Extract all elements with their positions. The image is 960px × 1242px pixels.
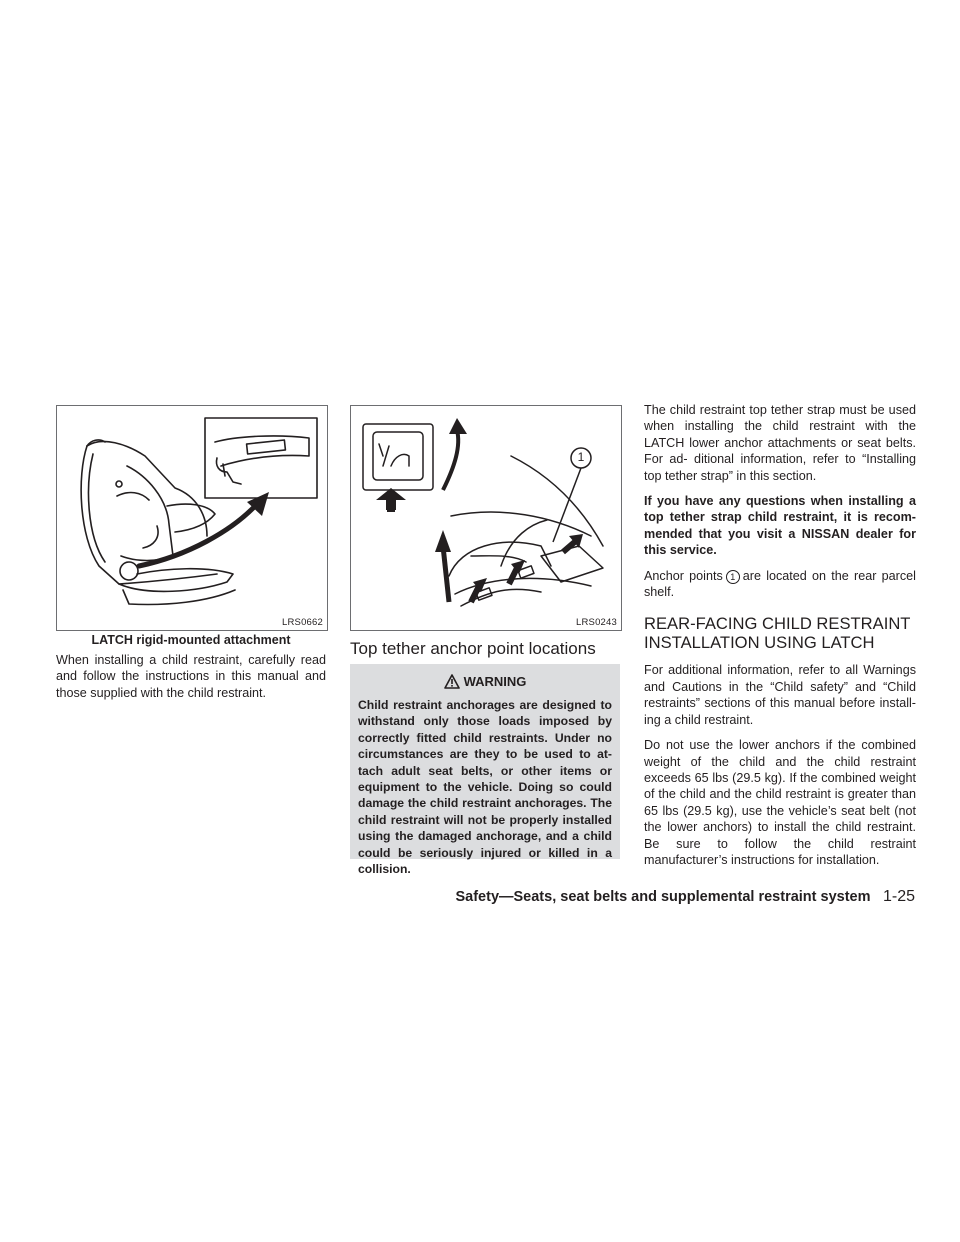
anchor-points-text: Anchor points <box>644 568 723 583</box>
left-paragraph: When installing a child restraint, carefully read and follow the instructions in this manual and those supplied with the child restraint. <box>56 653 326 700</box>
right-column <box>644 402 916 868</box>
rear-facing-heading-line2: INSTALLATION USING LATCH <box>644 633 875 653</box>
figure-caption: LATCH rigid-mounted attachment <box>91 633 291 647</box>
weight-limit-paragraph: Do not use the lower anchors if the combined weight of the child and the child restraint exceeds 65 lbs (29.5 kg). If the combined weight of the child and the child restraint is greater than 65 lbs (29.5 kg), use the vehicle’s seat belt (not the lower anchors) to install the child restraint. Be sure to follow the child restraint manufacturer’s instructions for installation. <box>644 738 916 867</box>
callout-number: 1 <box>577 450 585 464</box>
tether-requirement-paragraph: The child restraint top tether strap must be used when installing the child restraint with the LATCH lower anchor attachments or seat belts. For ad- ditional information, refer to “Installing top tether strap” in this section. <box>644 403 916 483</box>
warning-text: Child restraint anchorages are designed to withstand only those loads imposed by correctly fitted child restraints. Under no circumstances are they to be used to at- tach adult seat belts, or other items or equipment to the vehicle. Doing so could damage the child restraint anchorages. The child restraint will not be properly installed using the damaged anchorage, and a child could be seriously injured or killed in a collision. <box>358 698 612 877</box>
figure-code: LRS0243 <box>575 617 617 628</box>
warning-title <box>358 674 612 689</box>
anchor-marker: 1 <box>726 570 740 584</box>
warning-icon <box>444 674 460 689</box>
warning-box <box>350 664 620 877</box>
section-heading-top-tether: Top tether anchor point locations <box>350 639 596 658</box>
warning-label: WARNING <box>463 674 527 689</box>
rear-facing-heading-line1: REAR-FACING CHILD RESTRAINT <box>644 614 911 634</box>
figure-code: LRS0662 <box>281 617 323 628</box>
top-tether-figure <box>350 405 622 631</box>
child-seat-illustration <box>57 406 327 630</box>
rear-shelf-illustration <box>351 406 621 630</box>
additional-info-paragraph: For additional information, refer to all Warnings and Cautions in the “Child safety” and “Child restraints” sections of this manual before install- ing a child restraint. <box>644 663 916 727</box>
anchor-location-text: are located on the rear parcel shelf. <box>644 568 916 600</box>
page-number: 1-25 <box>882 888 915 905</box>
footer-title: Safety—Seats, seat belts and supplemental restraint system <box>455 889 871 905</box>
dealer-advice-paragraph: If you have any questions when installing a top tether strap child restraint, it is recom- mended that you visit a NISSAN dealer for this service. <box>644 494 916 558</box>
latch-rigid-figure <box>56 405 328 631</box>
page-footer <box>455 888 915 906</box>
anchor-points-paragraph <box>644 568 916 601</box>
rear-facing-heading <box>644 614 916 652</box>
